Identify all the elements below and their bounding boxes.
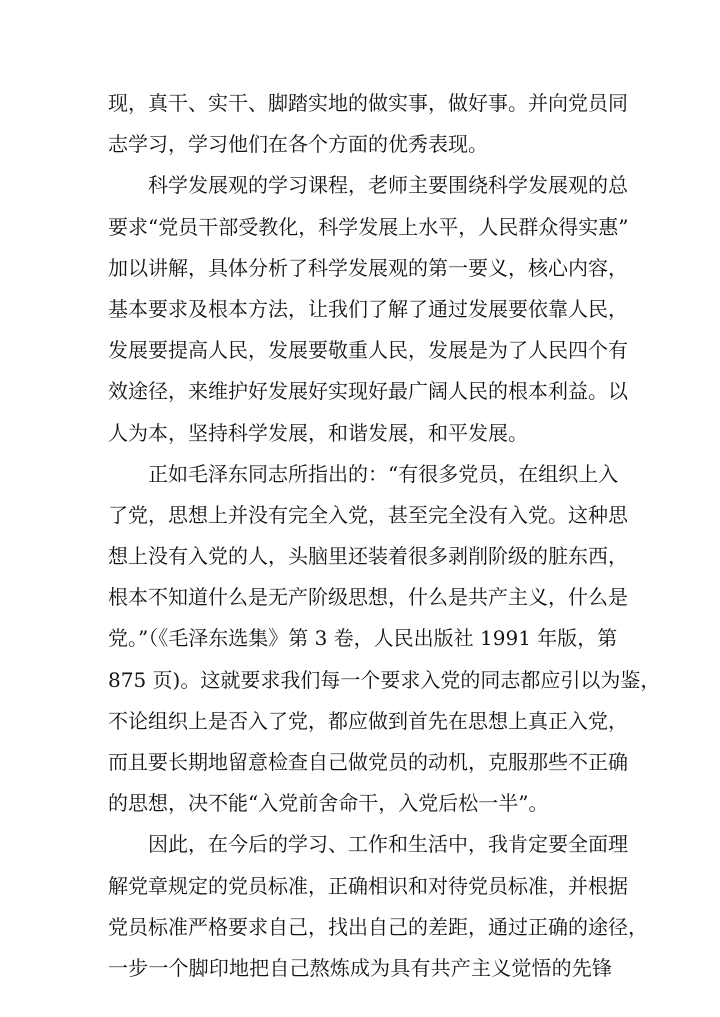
document-page: [108, 83, 661, 989]
text-line: 想上没有入党的人，头脑里还装着很多剥削阶级的脏东西，: [108, 544, 628, 569]
text-line: 党员标准严格要求自己，找出自己的差距，通过正确的途径，: [108, 914, 648, 939]
text-line: 正如毛泽东同志所指出的：“有很多党员，在组织上入: [148, 461, 619, 486]
text-line: 而且要长期地留意检查自己做党员的动机，克服那些不正确: [108, 750, 628, 774]
text-line: 党。”（《毛泽东选集》第 3 卷，人民出版社 1991 年版，第: [108, 626, 618, 651]
text-line: 一步一个脚印地把自己熬炼成为具有共产主义觉悟的先锋: [108, 955, 612, 980]
text-line: 要求“党员干部受教化，科学发展上水平，人民群众得实惠”: [108, 214, 629, 239]
paragraph-4: [108, 824, 648, 989]
text-line: 根本不知道什么是无产阶级思想，什么是共产主义，什么是: [108, 585, 628, 610]
text-line: 人为本，坚持科学发展，和谐发展，和平发展。: [108, 420, 528, 445]
text-line: 因此，在今后的学习、工作和生活中，我肯定要全面理: [148, 832, 628, 857]
text-line: 的思想，决不能“入党前舍命干，入党后松一半”。: [108, 791, 549, 816]
text-line: 基本要求及根本方法，让我们了解了通过发展要依靠人民，: [108, 296, 628, 321]
text-line: 加以讲解，具体分析了科学发展观的第一要义，核心内容，: [108, 255, 628, 280]
paragraph-3: [108, 454, 661, 825]
text-line: 现，真干、实干、脚踏实地的做实事，做好事。并向党员同: [108, 91, 628, 115]
paragraph-2: [108, 165, 629, 453]
paragraph-1: [108, 83, 628, 165]
text-line: 875 页)。这就要求我们每一个要求入党的同志都应引以为鉴，: [108, 667, 661, 692]
text-line: 解党章规定的党员标准，正确相识和对待党员标准，并根据: [108, 873, 628, 898]
text-line: 效途径，来维护好发展好实现好最广阔人民的根本利益。以: [108, 379, 628, 404]
text-line: 发展要提高人民，发展要敬重人民，发展是为了人民四个有: [108, 338, 628, 363]
text-line: 志学习，学习他们在各个方面的优秀表现。: [108, 132, 488, 157]
text-line: 科学发展观的学习课程，老师主要围绕科学发展观的总: [148, 173, 628, 198]
text-line: 不论组织上是否入了党，都应做到首先在思想上真正入党，: [108, 708, 628, 733]
text-line: 了党，思想上并没有完全入党，甚至完全没有入党。这种思: [108, 502, 628, 527]
